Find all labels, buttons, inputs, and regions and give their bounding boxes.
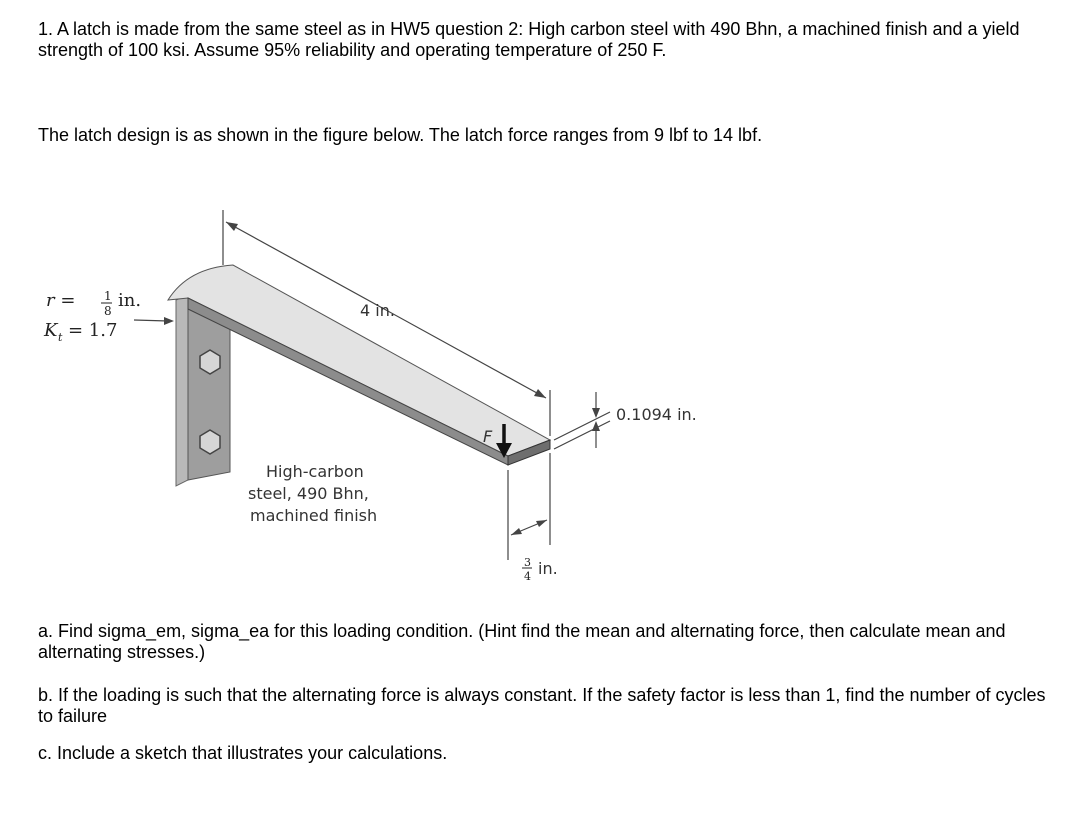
width-arrow-right	[536, 520, 547, 527]
length-arrow-left	[226, 222, 238, 231]
radius-leader-arrow	[164, 317, 174, 325]
question-part-b: b. If the loading is such that the alternating force is always constant. If the safety factor is less than 1, find the number of cycles to failure	[38, 685, 1046, 726]
bolt-head-top	[200, 350, 220, 374]
material-line-3: machined finish	[250, 506, 378, 525]
radius-unit: in.	[118, 290, 142, 311]
latch-arm-front	[188, 298, 508, 465]
material-line-1: High-carbon	[266, 462, 364, 481]
width-numerator: 3	[524, 556, 531, 569]
length-arrow-right	[534, 389, 546, 398]
width-unit: in.	[538, 559, 558, 578]
radius-leader-line	[134, 320, 168, 321]
radius-prefix: r =	[46, 290, 76, 311]
radius-denominator: 8	[104, 304, 112, 318]
width-denominator: 4	[524, 570, 531, 583]
length-label: 4 in.	[360, 301, 395, 320]
kt-symbol: K	[44, 320, 58, 341]
thickness-ext-bottom	[554, 421, 610, 449]
design-statement: The latch design is as shown in the figure below. The latch force ranges from 9 lbf to 14 lbf.	[38, 125, 763, 145]
latch-figure	[38, 190, 738, 600]
kt-value: = 1.7	[68, 320, 118, 341]
question-part-a: a. Find sigma_em, sigma_ea for this loading condition. (Hint find the mean and alternating force, then calculate mean and alternating stresses.)	[38, 621, 1006, 662]
material-line-2: steel, 490 Bhn,	[248, 484, 369, 503]
kt-subscript: t	[58, 331, 63, 344]
thickness-label: 0.1094 in.	[616, 405, 697, 424]
thickness-ext-top	[554, 412, 610, 440]
bolt-head-bottom	[200, 430, 220, 454]
force-label: F	[483, 427, 493, 446]
problem-intro: 1. A latch is made from the same steel as in HW5 question 2: High carbon steel with 490 Bhn, a machined finish and a yield strength of 100 ksi. Assume 95% reliability and operating temperature of 250 F.	[38, 19, 1020, 60]
support-post-side	[176, 295, 188, 486]
width-arrow-left	[511, 528, 522, 535]
question-part-c: c. Include a sketch that illustrates your calculations.	[38, 743, 448, 763]
radius-numerator: 1	[104, 289, 112, 303]
thickness-arrow-top	[592, 408, 600, 418]
